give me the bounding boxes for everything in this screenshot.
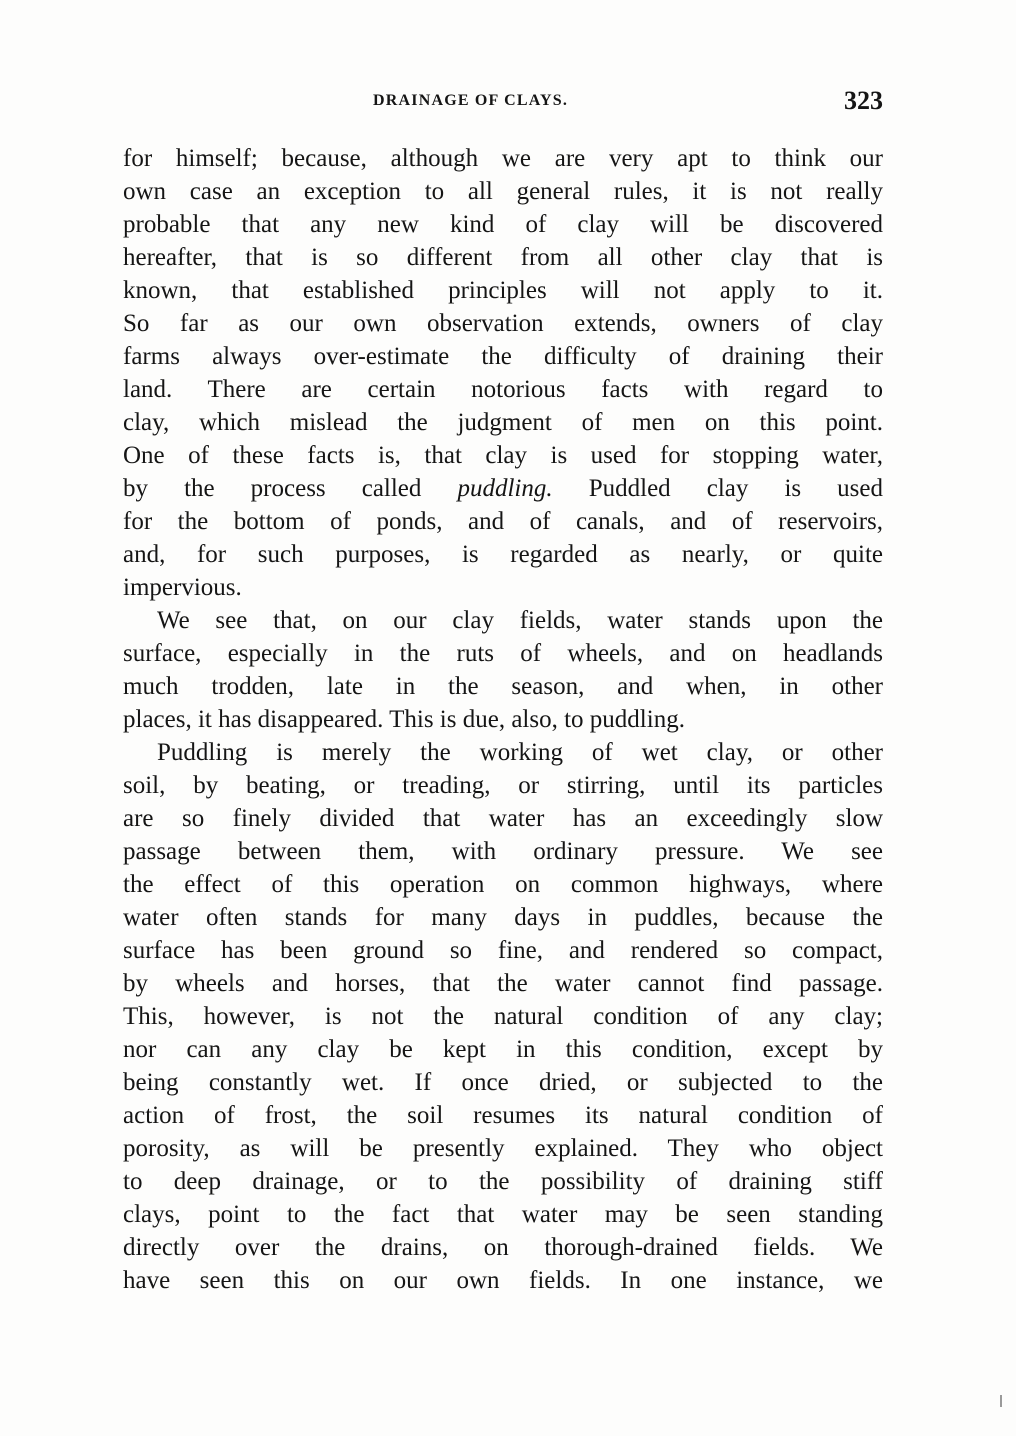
- text-line: action of frost, the soil resumes its natural condition of: [123, 1102, 883, 1129]
- text-line: porosity, as will be presently explained. They who object: [123, 1135, 883, 1162]
- text-line: land. There are certain notorious facts with regard to: [123, 376, 883, 403]
- text-line: clays, point to the fact that water may be seen standing: [123, 1201, 883, 1228]
- page-number: 323: [844, 86, 883, 115]
- text-line: probable that any new kind of clay will be discovered: [123, 211, 883, 238]
- text-line: and, for such purposes, is regarded as nearly, or quite: [123, 541, 883, 568]
- italic-term: puddling.: [457, 475, 553, 502]
- text-line: impervious.: [123, 574, 242, 601]
- text-line: to deep drainage, or to the possibility of draining stiff: [123, 1168, 883, 1195]
- running-head: [123, 88, 883, 116]
- text-line: have seen this on our own fields. In one instance, we: [123, 1267, 883, 1294]
- text-line: own case an exception to all general rules, it is not really: [123, 178, 883, 205]
- text-line: by wheels and horses, that the water cannot find passage.: [123, 970, 883, 997]
- text-line: This, however, is not the natural condition of any clay;: [123, 1003, 883, 1030]
- text-line: water often stands for many days in puddles, because the: [123, 904, 883, 931]
- paragraph-first-line: Puddling is merely the working of wet clay, or other: [157, 739, 883, 766]
- body-text: [123, 142, 883, 1297]
- text-line: places, it has disappeared. This is due, also, to puddling.: [123, 706, 685, 733]
- text-line: One of these facts is, that clay is used for stopping water,: [123, 442, 883, 469]
- chapter-title: DRAINAGE OF CLAYS.: [373, 92, 569, 109]
- scan-speck: [1000, 1395, 1002, 1407]
- text-fragment: by the process called: [123, 475, 422, 502]
- text-line: farms always over-estimate the difficulty of draining their: [123, 343, 883, 370]
- text-line: surface has been ground so fine, and rendered so compact,: [123, 937, 883, 964]
- text-fragment: Puddled clay is used: [588, 475, 883, 502]
- text-line: for himself; because, although we are very apt to think our: [123, 145, 883, 172]
- text-line-with-italic: [123, 472, 883, 505]
- text-line: are so finely divided that water has an exceedingly slow: [123, 805, 883, 832]
- text-line: surface, especially in the ruts of wheels, and on headlands: [123, 640, 883, 667]
- text-line: much trodden, late in the season, and when, in other: [123, 673, 883, 700]
- text-line: known, that established principles will not apply to it.: [123, 277, 883, 304]
- text-line: soil, by beating, or treading, or stirring, until its particles: [123, 772, 883, 799]
- text-line: nor can any clay be kept in this condition, except by: [123, 1036, 883, 1063]
- text-line: passage between them, with ordinary pressure. We see: [123, 838, 883, 865]
- text-line: directly over the drains, on thorough-drained fields. We: [123, 1234, 883, 1261]
- text-line: So far as our own observation extends, owners of clay: [123, 310, 883, 337]
- text-line: the effect of this operation on common highways, where: [123, 871, 883, 898]
- paragraph-first-line: We see that, on our clay fields, water stands upon the: [157, 607, 883, 634]
- text-line: being constantly wet. If once dried, or subjected to the: [123, 1069, 883, 1096]
- text-line: for the bottom of ponds, and of canals, and of reservoirs,: [123, 508, 883, 535]
- text-line: hereafter, that is so different from all other clay that is: [123, 244, 883, 271]
- text-line: clay, which mislead the judgment of men on this point.: [123, 409, 883, 436]
